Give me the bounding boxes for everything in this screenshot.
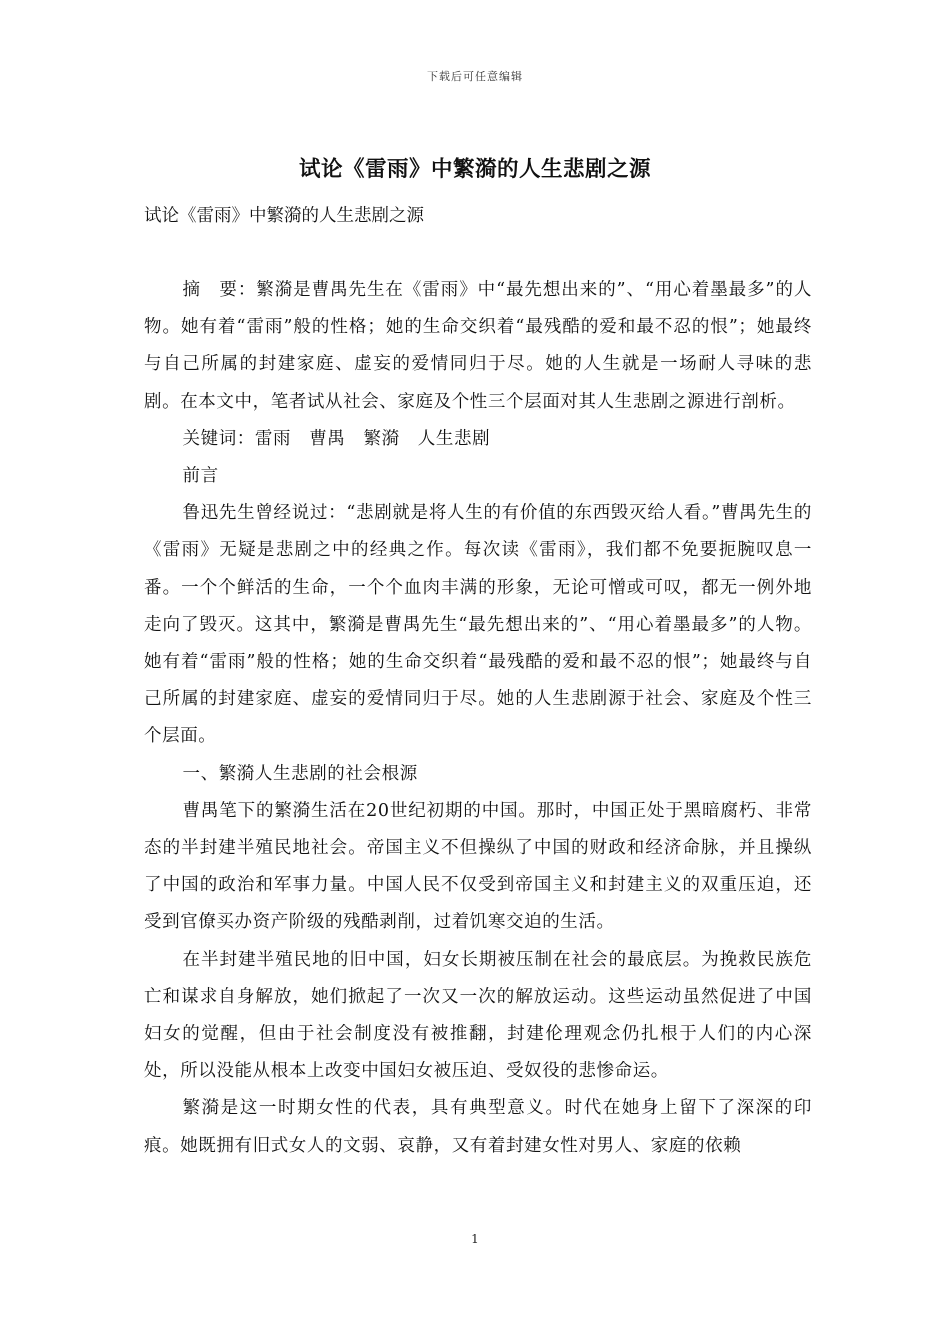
document-title: 试论《雷雨》中繁漪的人生悲剧之源 — [298, 157, 651, 182]
header-note: 下载后可任意编辑 — [427, 70, 523, 83]
document-subtitle: 试论《雷雨》中繁漪的人生悲剧之源 — [144, 206, 424, 226]
keywords-line: 关键词：雷雨 曹禺 繁漪 人生悲剧 — [182, 428, 491, 449]
document-body — [144, 272, 812, 1165]
page-number: 1 — [471, 1232, 479, 1246]
preface-heading: 前言 — [182, 466, 219, 487]
abstract-paragraph: 摘 要：繁漪是曹禺先生在《雷雨》中“最先想出来的”、“用心着墨最多”的人物。她有着“雷雨”般的性格；她的生命交织着“最残酷的爱和最不忍的恨”；她最终与自己所属的封建家庭、虚妄的爱情同归于尽。她的人生就是一场耐人寻味的悲剧。在本文中，笔者试从社会、家庭及个性三个层面对其人生悲剧之源进行剖析。 — [144, 280, 812, 412]
body-paragraph: 曹禺笔下的繁漪生活在20世纪初期的中国。那时，中国正处于黑暗腐朽、非常态的半封建半殖民地社会。帝国主义不但操纵了中国的财政和经济命脉，并且操纵了中国的政治和军事力量。中国人民不仅受到帝国主义和封建主义的双重压迫，还受到官僚买办资产阶级的残酷剥削，过着饥寒交迫的生活。 — [144, 800, 812, 933]
section-heading: 一、繁漪人生悲剧的社会根源 — [182, 763, 418, 784]
body-paragraph: 鲁迅先生曾经说过：“悲剧就是将人生的有价值的东西毁灭给人看。”曹禺先生的《雷雨》无疑是悲剧之中的经典之作。每次读《雷雨》，我们都不免要扼腕叹息一番。一个个鲜活的生命，一个个血肉丰满的形象，无论可憎或可叹，都无一例外地走向了毁灭。这其中，繁漪是曹禺先生“最先想出来的”、“用心着墨最多”的人物。她有着“雷雨”般的性格；她的生命交织着“最残酷的爱和最不忍的恨”；她最终与自己所属的封建家庭、虚妄的爱情同归于尽。她的人生悲剧源于社会、家庭及个性三个层面。 — [144, 503, 812, 747]
body-paragraph: 繁漪是这一时期女性的代表，具有典型意义。时代在她身上留下了深深的印痕。她既拥有旧式女人的文弱、哀静，又有着封建女性对男人、家庭的依赖 — [144, 1098, 812, 1156]
body-paragraph: 在半封建半殖民地的旧中国，妇女长期被压制在社会的最底层。为挽救民族危亡和谋求自身解放，她们掀起了一次又一次的解放运动。这些运动虽然促进了中国妇女的觉醒，但由于社会制度没有被推翻，封建伦理观念仍扎根于人们的内心深处，所以没能从根本上改变中国妇女被压迫、受奴役的悲惨命运。 — [144, 949, 812, 1082]
